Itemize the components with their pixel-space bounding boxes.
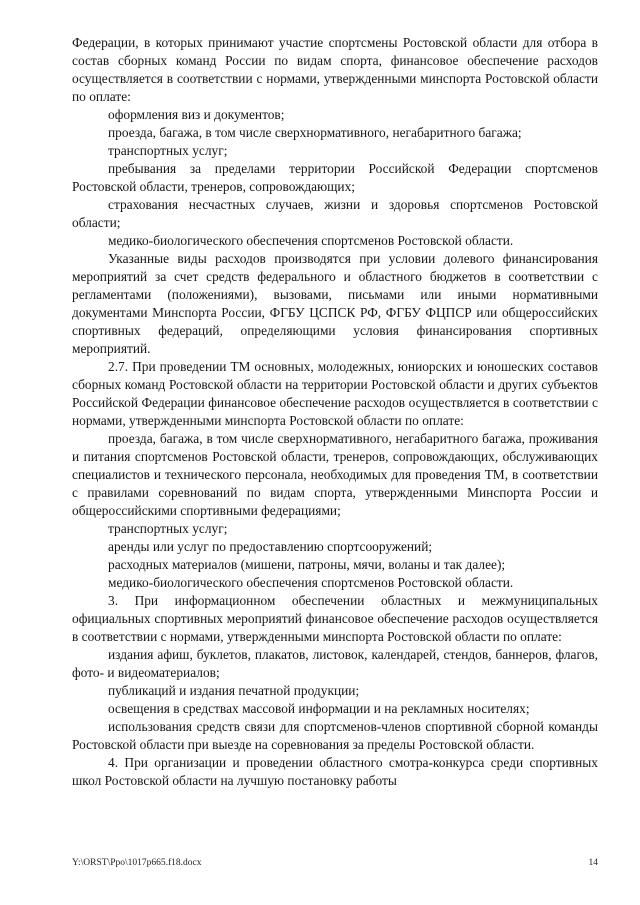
paragraph: 3. При информационном обеспечении областных и межмуниципальных официальных спортивных мероприятий финансовое обеспечение расходов осуществляется в соответствии с нормами, утвержденными минспорта Ростовской области по оплате: [72,593,598,644]
paragraph: медико-биологического обеспечения спортсменов Ростовской области. [108,233,514,248]
paragraph: использования средств связи для спортсменов-членов спортивной сборной команды Ростовской области при выезде на соревнования за пределы Ростовской области. [72,719,598,752]
paragraph: медико-биологического обеспечения спортсменов Ростовской области. [108,575,514,590]
document-body [72,34,598,790]
paragraph: 4. При организации и проведении областного смотра-конкурса среди спортивных школ Ростовской области на лучшую постановку работы [72,755,598,788]
paragraph: оформления виз и документов; [108,107,285,122]
file-path: Y:\ORST\Ppo\1017p665.f18.docx [72,858,202,868]
paragraph: издания афиш, буклетов, плакатов, листовок, календарей, стендов, баннеров, флагов, фото- и видеоматериалов; [72,647,598,680]
paragraph: проезда, багажа, в том числе сверхнормативного, негабаритного багажа; [108,125,522,140]
paragraph: Указанные виды расходов производятся при условии долевого финансирования мероприятий за счет средств федерального и областного бюджетов в соответствии с регламентами (положениями), вызовами, письмами или иными нормативными документами Минспорта России, ФГБУ ЦСПСК РФ, ФГБУ ФЦПСР или общероссийских спортивных федераций, определяющими условия финансирования спортивных мероприятий. [72,251,598,356]
paragraph: страхования несчастных случаев, жизни и здоровья спортсменов Ростовской области; [72,197,598,230]
paragraph: транспортных услуг; [108,521,228,536]
paragraph: Федерации, в которых принимают участие спортсмены Ростовской области для отбора в состав сборных команд России по видам спорта, финансовое обеспечение расходов осуществляется в соответствии с нормами, утвержденными минспорта Ростовской области по оплате: [72,35,598,104]
paragraph: проезда, багажа, в том числе сверхнормативного, негабаритного багажа, проживания и питания спортсменов Ростовской области, тренеров, сопровождающих, обслуживающих специалистов и технического персонала, необходимых для проведения ТМ, в соответствии с правилами соревнований по видам спорта, утвержденными Минспорта России и общероссийскими спортивными федерациями; [72,431,598,518]
paragraph: аренды или услуг по предоставлению спортсооружений; [108,539,433,554]
paragraph: публикаций и издания печатной продукции; [108,683,360,698]
paragraph: расходных материалов (мишени, патроны, мячи, воланы и так далее); [108,557,506,572]
paragraph: транспортных услуг; [108,143,228,158]
paragraph: освещения в средствах массовой информации и на рекламных носителях; [108,701,530,716]
paragraph: 2.7. При проведении ТМ основных, молодежных, юниорских и юношеских составов сборных команд Ростовской области на территории Ростовской области и других субъектов Российской Федерации финансовое обеспечение расходов осуществляется в соответствии с нормами, утвержденными минспорта Ростовской области по оплате: [72,359,598,428]
paragraph: пребывания за пределами территории Российской Федерации спортсменов Ростовской области, тренеров, сопровождающих; [72,161,598,194]
page-number: 14 [588,858,598,868]
